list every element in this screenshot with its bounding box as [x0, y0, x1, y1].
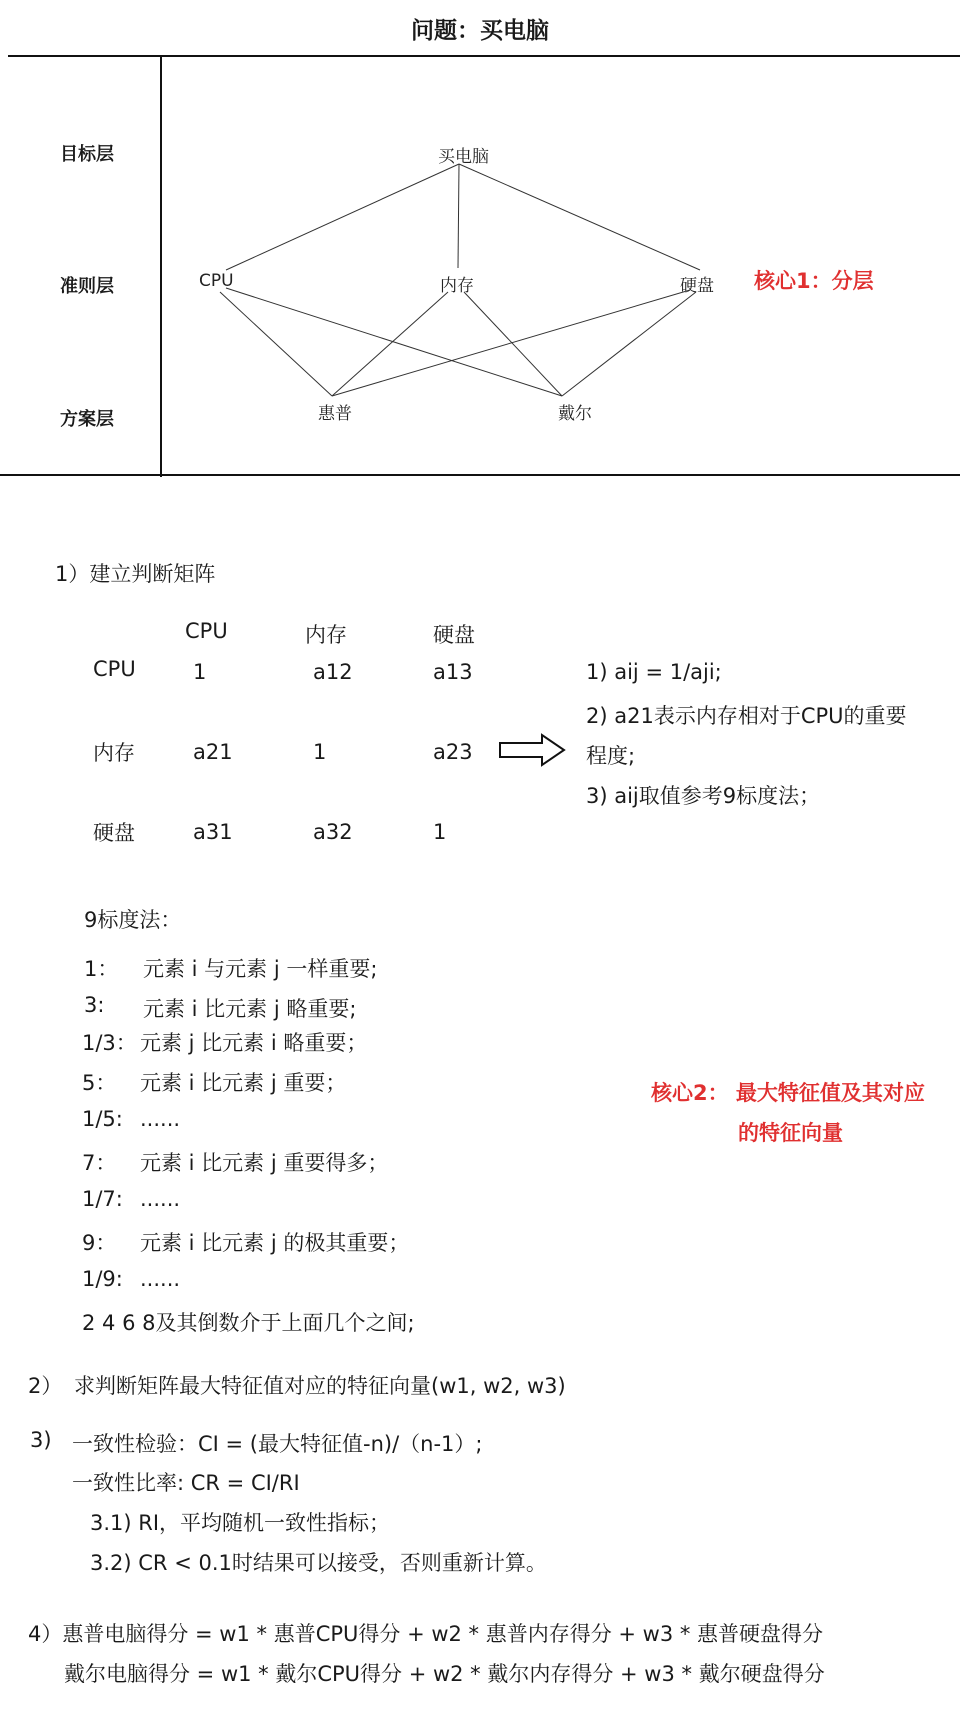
scale-key: 1/9: [82, 1267, 123, 1291]
matrix-col-disk: 硬盘 [433, 623, 475, 647]
edge-goal-disk [459, 164, 700, 270]
matrix-note-3: 3) aij取值参考9标度法； [586, 784, 821, 808]
scale-key: 1： [84, 957, 119, 981]
matrix-cell: 1 [193, 660, 207, 684]
core1-label: 核心1：分层 [754, 269, 874, 293]
node-criteria-cpu: CPU [199, 271, 234, 291]
right-arrow-icon [498, 733, 568, 767]
matrix-cell: a23 [433, 740, 473, 764]
step3-line1: 一致性检验：CI = (最大特征值-n)/（n-1）; [72, 1432, 483, 1456]
node-goal: 买电脑 [438, 147, 489, 167]
scale-heading: 9标度法： [84, 908, 182, 932]
edge-goal-memory [458, 164, 459, 268]
edge-cpu-hp [220, 292, 332, 396]
edge-memory-hp [332, 292, 448, 396]
scale-key: 3: [84, 993, 105, 1017]
step3-sub2: 3.2) CR < 0.1时结果可以接受，否则重新计算。 [90, 1551, 547, 1575]
matrix-cell: a32 [313, 820, 353, 844]
page-title: 问题：买电脑 [411, 18, 549, 44]
matrix-col-memory: 内存 [305, 623, 347, 647]
matrix-cell: a31 [193, 820, 233, 844]
core2-label-line2: 的特征向量 [738, 1121, 843, 1145]
scale-key: 1/3： [82, 1031, 137, 1055]
node-criteria-disk: 硬盘 [680, 276, 714, 296]
layer-alternatives-label: 方案层 [60, 409, 114, 430]
scale-desc: 元素 i 比元素 j 略重要; [143, 997, 357, 1021]
scale-key: 5： [82, 1071, 117, 1095]
scale-key: 1/5: [82, 1107, 123, 1131]
scale-desc: 元素 i 与元素 j 一样重要; [143, 957, 378, 981]
matrix-note-1: 1) aij = 1/aji; [586, 660, 722, 684]
scale-footer: 2 4 6 8及其倒数介于上面几个之间; [82, 1311, 415, 1335]
scale-desc: 元素 i 比元素 j 的极其重要； [140, 1231, 410, 1255]
layer-criteria-label: 准则层 [60, 276, 114, 297]
matrix-cell: a21 [193, 740, 233, 764]
matrix-row-label: CPU [93, 657, 136, 681]
matrix-cell: a12 [313, 660, 353, 684]
step3-sub1: 3.1) RI，平均随机一致性指标； [90, 1511, 391, 1535]
step2-number: 2） [28, 1374, 63, 1398]
matrix-note-2-cont: 程度; [586, 744, 636, 768]
edge-goal-cpu [226, 164, 459, 270]
scale-desc: 元素 i 比元素 j 重要； [140, 1071, 347, 1095]
scale-key: 1/7: [82, 1187, 123, 1211]
scale-key: 9： [82, 1231, 117, 1255]
step3-line2: 一致性比率: CR = CI/RI [72, 1471, 300, 1495]
core2-label-line1: 核心2： 最大特征值及其对应 [651, 1081, 925, 1105]
scale-desc: 元素 i 比元素 j 重要得多； [140, 1151, 389, 1175]
matrix-note-2: 2) a21表示内存相对于CPU的重要 [586, 704, 907, 728]
scale-desc: ...... [140, 1267, 181, 1291]
scale-desc: ...... [140, 1107, 181, 1131]
matrix-cell: 1 [433, 820, 447, 844]
step1-heading: 1）建立判断矩阵 [55, 562, 216, 586]
node-alt-hp: 惠普 [318, 404, 352, 424]
matrix-cell: a13 [433, 660, 473, 684]
layer-goal-label: 目标层 [60, 144, 114, 165]
hierarchy-connectors [0, 0, 960, 480]
step3-number: 3) [30, 1428, 52, 1452]
matrix-row-label: 硬盘 [93, 821, 135, 845]
scale-key: 7： [82, 1151, 117, 1175]
node-criteria-memory: 内存 [440, 276, 474, 296]
matrix-cell: 1 [313, 740, 327, 764]
step4-line2: 戴尔电脑得分 = w1 * 戴尔CPU得分 + w2 * 戴尔内存得分 + w3 * 戴尔硬盘得分 [64, 1662, 825, 1686]
step4-line1: 4）惠普电脑得分 = w1 * 惠普CPU得分 + w2 * 惠普内存得分 + w3 * 惠普硬盘得分 [28, 1622, 824, 1646]
matrix-col-cpu: CPU [185, 619, 228, 643]
scale-desc: ...... [140, 1187, 181, 1211]
matrix-row-label: 内存 [93, 741, 135, 765]
node-alt-dell: 戴尔 [558, 404, 592, 424]
step2-text: 求判断矩阵最大特征值对应的特征向量(w1, w2, w3) [74, 1374, 566, 1398]
scale-desc: 元素 j 比元素 i 略重要； [140, 1031, 368, 1055]
